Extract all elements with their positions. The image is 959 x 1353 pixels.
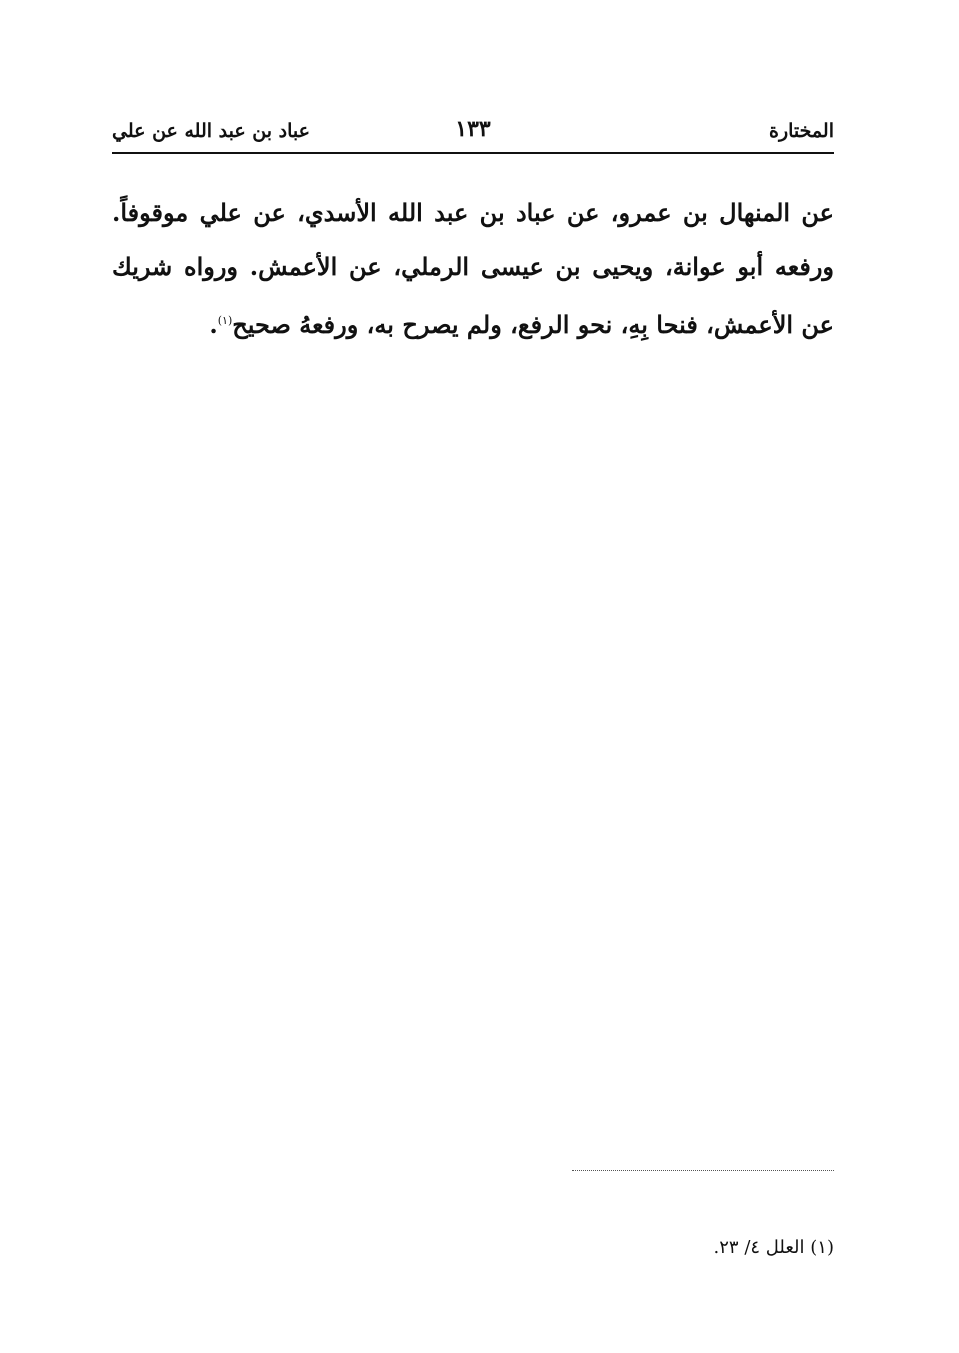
- page-number: ١٣٣: [455, 116, 491, 142]
- header-chapter-title: عباد بن عبد الله عن علي: [112, 120, 310, 142]
- text-line-3-content: عن الأعمش، فنحا بِهِ، نحو الرفع، ولم يصرح به، ورفعهُ صحيح: [232, 310, 834, 339]
- header-divider: [112, 152, 834, 154]
- end-punctuation: .: [209, 310, 218, 339]
- footnote-divider: [572, 1170, 834, 1171]
- text-line-2: ورفعه أبو عوانة، ويحيى بن عيسى الرملي، عن الأعمش. ورواه شريك: [112, 252, 834, 281]
- footnote-text: (١) العلل ٤/ ٢٣.: [713, 1237, 834, 1258]
- footnote-reference[interactable]: (١): [217, 314, 233, 327]
- header-book-title: المختارة: [769, 120, 834, 142]
- main-text: [112, 186, 834, 352]
- text-line-1: عن المنهال بن عمرو، عن عباد بن عبد الله الأسدي، عن علي موقوفاً.: [112, 198, 834, 227]
- running-header: [112, 116, 834, 152]
- text-line-3: [112, 294, 834, 352]
